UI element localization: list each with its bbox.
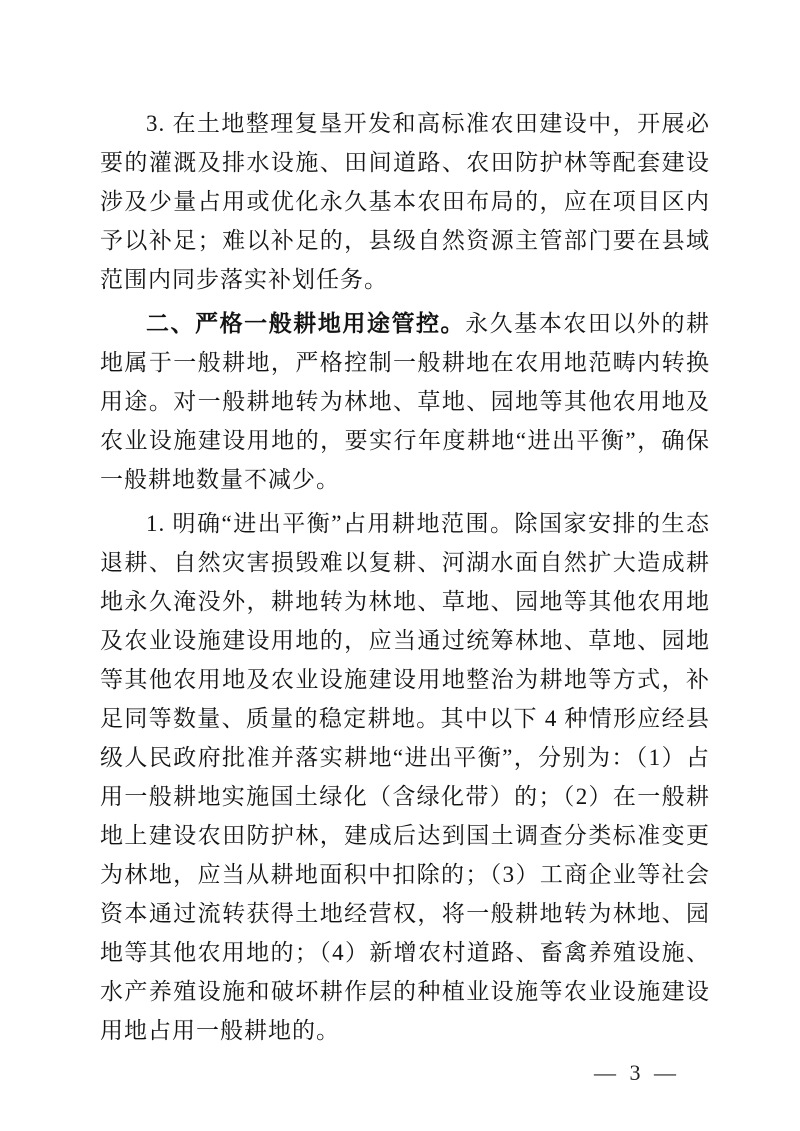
- page-number: [100, 1060, 710, 1086]
- page-number-text: — 3 —: [594, 1060, 680, 1085]
- paragraph-item-1: [100, 504, 710, 1050]
- paragraph-text: 3. 在土地整理复垦开发和高标准农田建设中，开展必要的灌溉及排水设施、田间道路、农田防护林等配套建设涉及少量占用或优化永久基本农田布局的，应在项目区内予以补足；难以补足的，县级自然资源主管部门要在县域范围内同步落实补划任务。: [100, 111, 710, 292]
- paragraph-text: 永久基本农田以外的耕地属于一般耕地，严格控制一般耕地在农用地范畴内转换用途。对一般耕地转为林地、草地、园地等其他农用地及农业设施建设用地的，要实行年度耕地“进出平衡”，确保一般耕地数量不减少。: [100, 311, 711, 492]
- paragraph-item-3: [100, 104, 710, 299]
- section-heading: 二、严格一般耕地用途管控。: [146, 310, 466, 336]
- paragraph-section-2: [100, 304, 710, 499]
- paragraph-text: 1. 明确“进出平衡”占用耕地范围。除国家安排的生态退耕、自然灾害损毁难以复耕、河湖水面自然扩大造成耕地永久淹没外，耕地转为林地、草地、园地等其他农用地及农业设施建设用地的，应当通过统筹林地、草地、园地等其他农用地及农业设施建设用地整治为耕地等方式，补足同等数量、质量的稳定耕地。其中以下 4 种情形应经县级人民政府批准并落实耕地“进出平衡”，分别为：（1）占用一般耕地实施国土绿化（含绿化带）的；（2）在一般耕地上建设农田防护林，建成后达到国土调查分类标准变更为林地，应当从耕地面积中扣除的；（3）工商企业等社会资本通过流转获得土地经营权，将一般耕地转为林地、园地等其他农用地的；（4）新增农村道路、畜禽养殖设施、水产养殖设施和破坏耕作层的种植业设施等农业设施建设用地占用一般耕地的。: [100, 511, 710, 1043]
- document-body: [100, 104, 710, 1050]
